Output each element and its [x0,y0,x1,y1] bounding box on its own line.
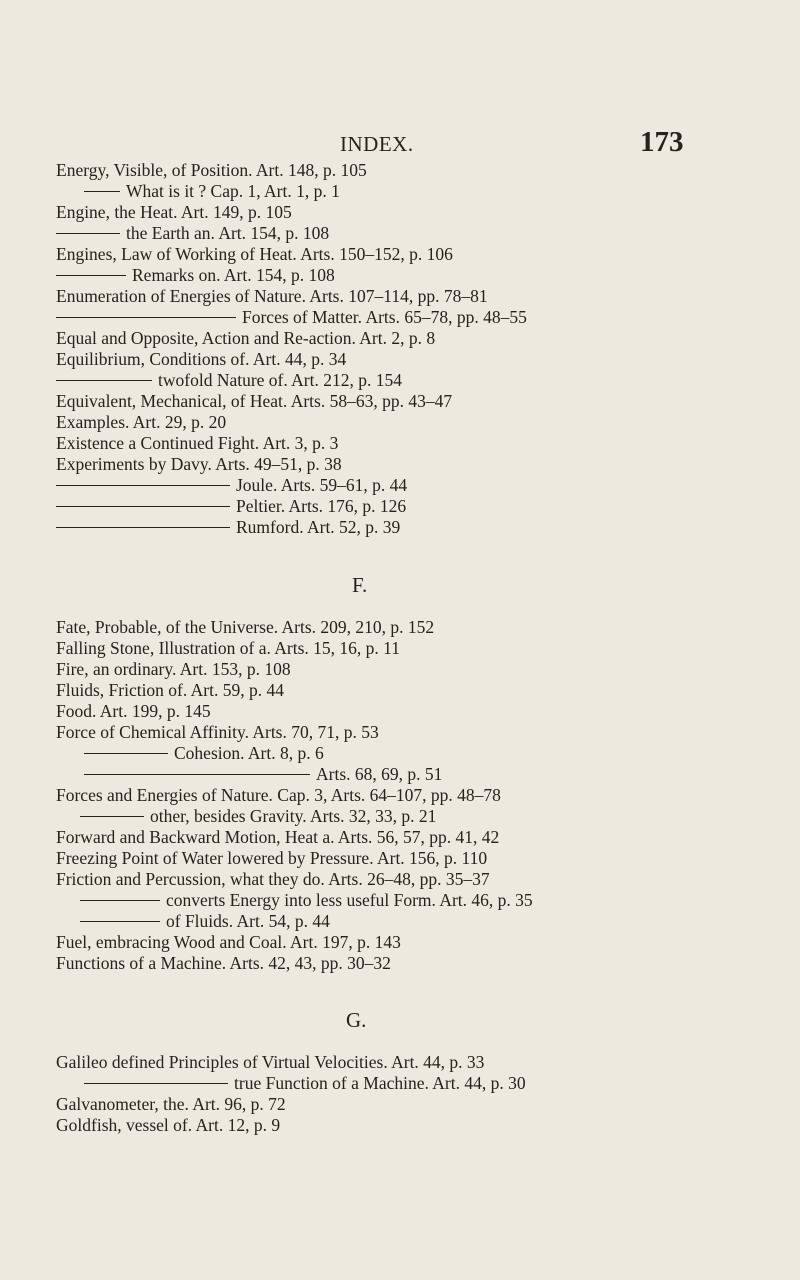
index-subentry: Joule. Arts. 59–61, p. 44 [56,475,407,495]
ditto-dash [80,816,144,817]
index-entry: Equivalent, Mechanical, of Heat. Arts. 58–63, pp. 43–47 [56,391,453,411]
index-subentry: other, besides Gravity. Arts. 32, 33, p. 21 [80,806,436,826]
index-entry: Fluids, Friction of. Art. 59, p. 44 [56,680,284,700]
index-subentry: What is it ? Cap. 1, Art. 1, p. 1 [84,181,340,201]
index-entry: Functions of a Machine. Arts. 42, 43, pp. 30–32 [56,953,391,973]
index-entry: Experiments by Davy. Arts. 49–51, p. 38 [56,454,342,474]
ditto-dash [56,485,230,486]
ditto-dash [80,921,160,922]
ditto-dash [56,317,236,318]
index-subentry: twofold Nature of. Art. 212, p. 154 [56,370,402,390]
ditto-dash [84,191,120,192]
ditto-dash [56,527,230,528]
index-entry: Falling Stone, Illustration of a. Arts. 15, 16, p. 11 [56,638,400,658]
index-entry: Friction and Percussion, what they do. Arts. 26–48, pp. 35–37 [56,869,490,889]
index-entry: Engine, the Heat. Art. 149, p. 105 [56,202,292,222]
index-entry: Energy, Visible, of Position. Art. 148, p. 105 [56,160,367,180]
index-entry: Engines, Law of Working of Heat. Arts. 150–152, p. 106 [56,244,453,264]
ditto-dash [84,774,310,775]
index-subentry: Forces of Matter. Arts. 65–78, pp. 48–55 [56,307,527,327]
page-number: 173 [640,126,684,158]
index-entry: Forward and Backward Motion, Heat a. Arts. 56, 57, pp. 41, 42 [56,827,500,847]
index-entry: Equilibrium, Conditions of. Art. 44, p. 34 [56,349,347,369]
index-subentry: true Function of a Machine. Art. 44, p. 30 [84,1073,526,1093]
index-entry: Fire, an ordinary. Art. 153, p. 108 [56,659,291,679]
index-subentry: of Fluids. Art. 54, p. 44 [80,911,330,931]
index-entry: Fuel, embracing Wood and Coal. Art. 197, p. 143 [56,932,401,952]
index-entry: Equal and Opposite, Action and Re-action. Art. 2, p. 8 [56,328,436,348]
index-entry: Galvanometer, the. Art. 96, p. 72 [56,1094,286,1114]
ditto-dash [56,233,120,234]
index-entry: Enumeration of Energies of Nature. Arts. 107–114, pp. 78–81 [56,286,488,306]
index-subentry: Remarks on. Art. 154, p. 108 [56,265,335,285]
index-entry: Freezing Point of Water lowered by Pressure. Art. 156, p. 110 [56,848,488,868]
running-header-title: INDEX. [340,132,414,156]
index-subentry: Peltier. Arts. 176, p. 126 [56,496,406,516]
index-entry: Goldfish, vessel of. Art. 12, p. 9 [56,1115,281,1135]
index-subentry: Arts. 68, 69, p. 51 [84,764,442,784]
ditto-dash [84,753,168,754]
index-entry: Forces and Energies of Nature. Cap. 3, Arts. 64–107, pp. 48–78 [56,785,501,805]
index-entry: Fate, Probable, of the Universe. Arts. 209, 210, p. 152 [56,617,435,637]
index-subentry: converts Energy into less useful Form. Art. 46, p. 35 [80,890,533,910]
index-entry: Food. Art. 199, p. 145 [56,701,211,721]
ditto-dash [80,900,160,901]
index-entry: Galileo defined Principles of Virtual Velocities. Art. 44, p. 33 [56,1052,485,1072]
index-subentry: Cohesion. Art. 8, p. 6 [84,743,324,763]
ditto-dash [56,275,126,276]
section-heading-g: G. [346,1008,367,1032]
index-entry: Examples. Art. 29, p. 20 [56,412,227,432]
ditto-dash [56,380,152,381]
index-subentry: Rumford. Art. 52, p. 39 [56,517,400,537]
ditto-dash [84,1083,228,1084]
section-heading-f: F. [352,573,368,597]
ditto-dash [56,506,230,507]
index-entry: Force of Chemical Affinity. Arts. 70, 71, p. 53 [56,722,379,742]
index-subentry: the Earth an. Art. 154, p. 108 [56,223,329,243]
index-entry: Existence a Continued Fight. Art. 3, p. 3 [56,433,339,453]
